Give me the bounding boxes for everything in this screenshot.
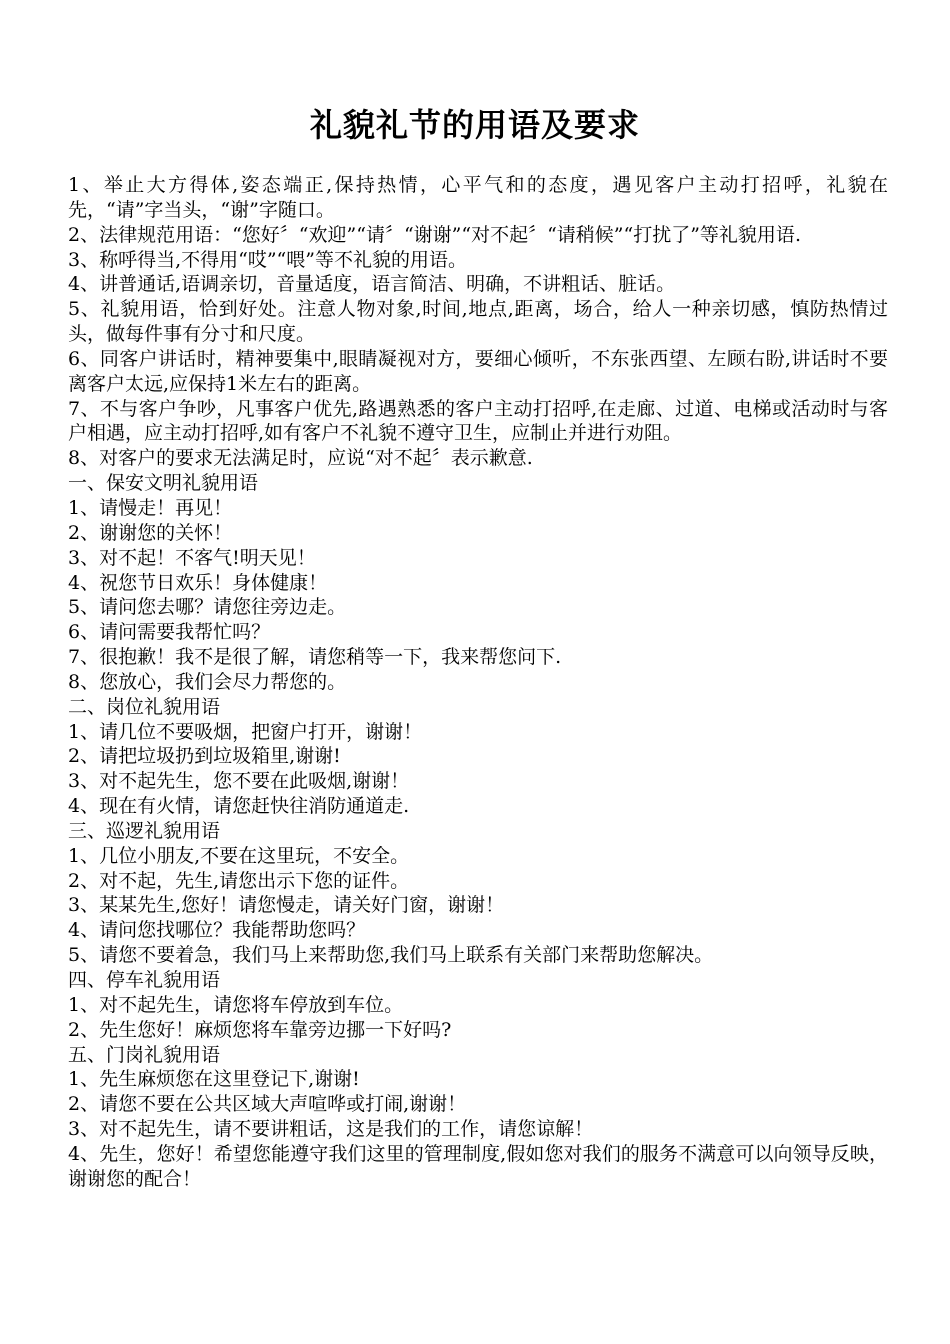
list-item: 3、对不起先生，请不要讲粗话，这是我们的工作，请您谅解！ — [68, 1118, 594, 1141]
list-item: 1、先生麻烦您在这里登记下,谢谢! — [68, 1068, 360, 1091]
list-item: 6、请问需要我帮忙吗？ — [68, 621, 271, 644]
paragraph-rule-6: 6、同客户讲话时，精神要集中,眼睛凝视对方，要细心倾听，不东张西望、左顾右盼,讲话时不要离客户太远,应保持1米左右的距离。 — [68, 347, 888, 395]
list-item: 7、很抱歉！我不是很了解，请您稍等一下，我来帮您问下. — [68, 646, 562, 669]
list-item: 2、对不起，先生,请您出示下您的证件。 — [68, 869, 410, 892]
paragraph-rule-2: 2、法律规范用语：“您好〞“欢迎”“请〞“谢谢”“对不起〞“请稍候”“打扰了”等礼貌用语. — [68, 223, 801, 246]
list-item: 8、您放心，我们会尽力帮您的。 — [68, 670, 347, 693]
list-item: 1、对不起先生，请您将车停放到车位。 — [68, 993, 404, 1016]
list-item: 3、对不起！不客气!明天见！ — [68, 546, 316, 569]
list-item: 3、对不起先生，您不要在此吸烟,谢谢！ — [68, 770, 410, 793]
list-item: 2、谢谢您的关怀！ — [68, 521, 233, 544]
list-item: 3、某某先生,您好！请您慢走，请关好门窗，谢谢！ — [68, 894, 505, 917]
list-item: 5、请问您去哪？请您往旁边走。 — [68, 596, 347, 619]
document-body — [68, 173, 888, 1192]
list-item: 5、请您不要着急，我们马上来帮助您,我们马上联系有关部门来帮助您解决。 — [68, 944, 714, 967]
list-item: 2、先生您好！麻烦您将车靠旁边挪一下好吗? — [68, 1018, 452, 1041]
list-item: 2、请把垃圾扔到垃圾箱里,谢谢! — [68, 745, 341, 768]
section-heading-gate: 五、门岗礼貌用语 — [68, 1043, 221, 1066]
paragraph-rule-7: 7、不与客户争吵，凡事客户优先,路遇熟悉的客户主动打招呼,在走廊、过道、电梯或活动时与客户相遇，应主动打招呼,如有客户不礼貌不遵守卫生，应制止并进行劝阻。 — [68, 397, 888, 445]
list-item: 4、先生，您好！希望您能遵守我们这里的管理制度,假如您对我们的服务不满意可以向领导反映，谢谢您的配合！ — [68, 1142, 888, 1190]
paragraph-rule-5: 5、礼貌用语，恰到好处。注意人物对象,时间,地点,距离，场合，给人一种亲切感，慎防热情过头，做每件事有分寸和尺度。 — [68, 298, 888, 346]
section-heading-security: 一、保安文明礼貌用语 — [68, 472, 259, 495]
list-item: 4、请问您找哪位？我能帮助您吗？ — [68, 919, 366, 942]
list-item: 1、请几位不要吸烟，把窗户打开，谢谢！ — [68, 720, 423, 743]
paragraph-rule-8: 8、对客户的要求无法满足时，应说“对不起〞表示歉意. — [68, 447, 533, 470]
paragraph-rule-3: 3、称呼得当,不得用“哎”“喂”等不礼貌的用语。 — [68, 248, 467, 271]
section-heading-post: 二、岗位礼貌用语 — [68, 695, 221, 718]
document-title: 礼貌礼节的用语及要求 — [309, 106, 640, 144]
list-item: 1、几位小朋友,不要在这里玩，不安全。 — [68, 844, 410, 867]
list-item: 4、祝您节日欢乐！身体健康！ — [68, 571, 328, 594]
paragraph-rule-1: 1、举止大方得体,姿态端正,保持热情，心平气和的态度，遇见客户主动打招呼，礼貌在先，“请”字当头，“谢”字随口。 — [68, 174, 888, 221]
section-heading-parking: 四、停车礼貌用语 — [68, 969, 221, 991]
list-item: 2、请您不要在公共区域大声喧哗或打闹,谢谢！ — [68, 1093, 467, 1116]
paragraph-rule-4: 4、讲普通话,语调亲切，音量适度，语言简洁、明确，不讲粗话、脏话。 — [68, 273, 676, 296]
section-heading-patrol: 三、巡逻礼貌用语 — [68, 819, 221, 842]
list-item: 4、现在有火情，请您赶快往消防通道走. — [68, 795, 410, 818]
list-item: 1、请慢走！再见！ — [68, 496, 233, 519]
